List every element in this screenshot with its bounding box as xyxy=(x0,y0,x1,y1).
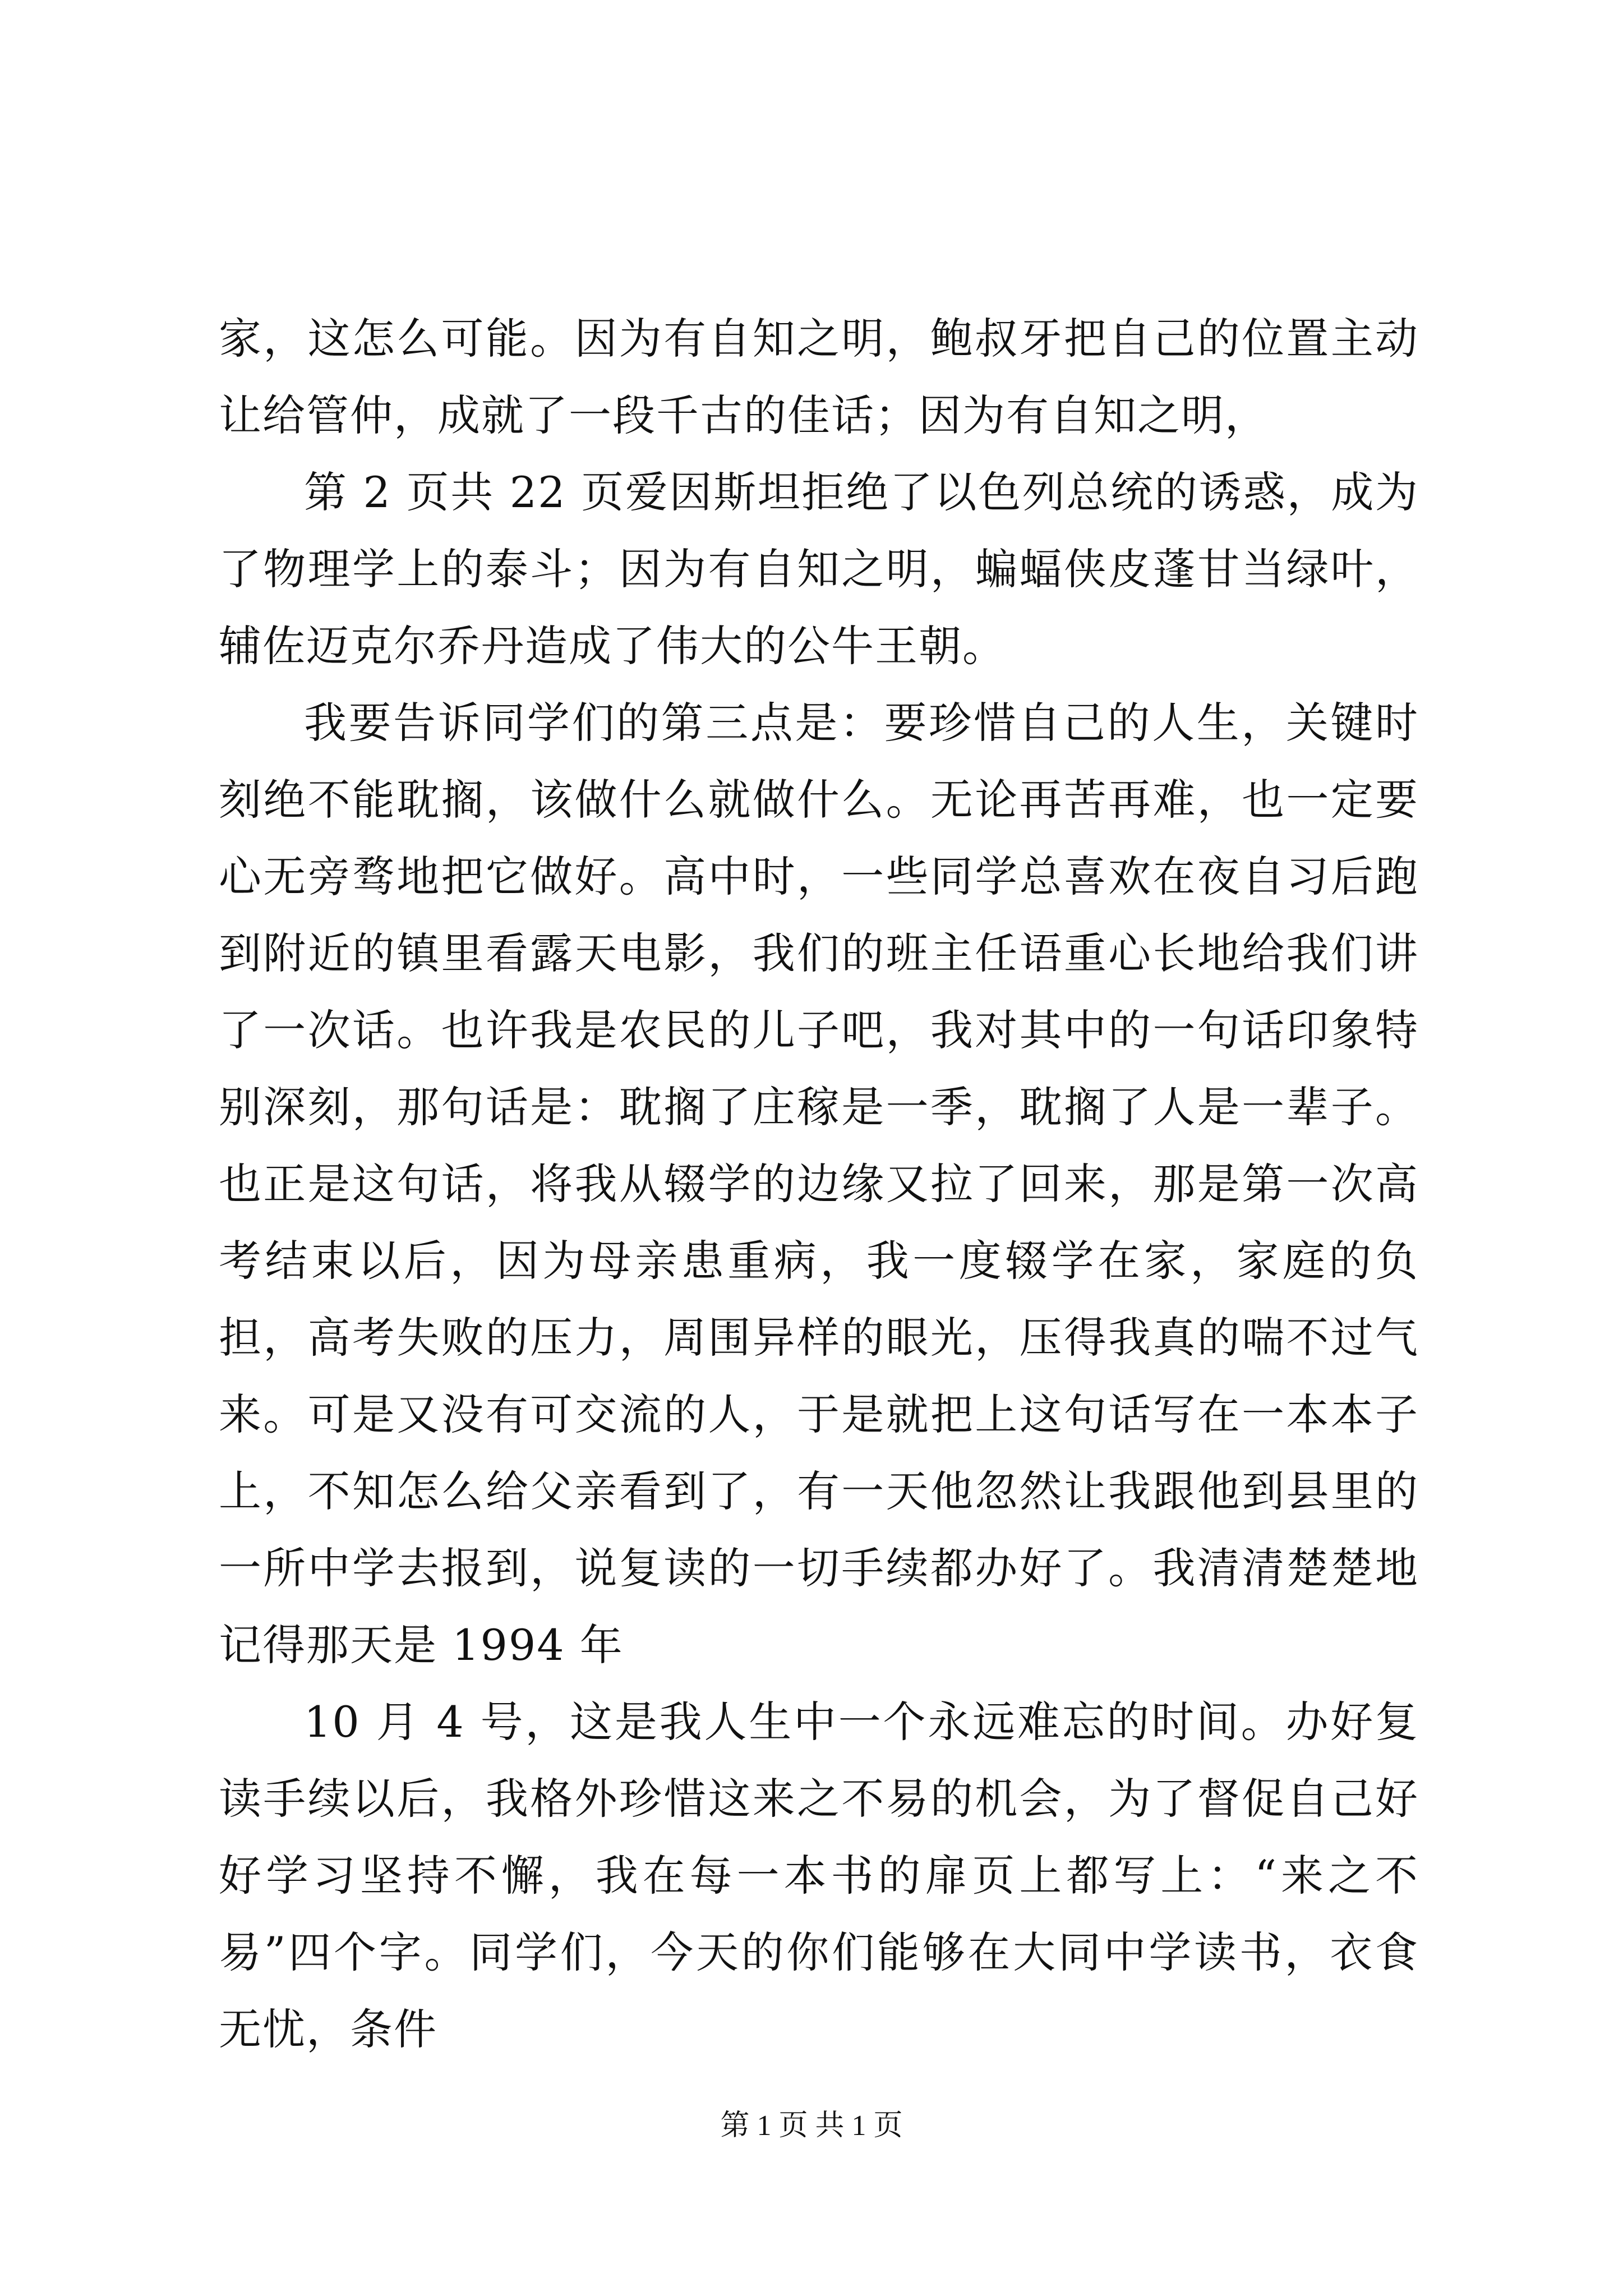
page-footer: 第 1 页 共 1 页 xyxy=(720,2110,903,2142)
paragraph-2: 第 2 页共 22 页爱因斯坦拒绝了以色列总统的诱惑，成为了物理学上的泰斗；因为有自知之明，蝙蝠侠皮蓬甘当绿叶，辅佐迈克尔乔丹造成了伟大的公牛王朝。 xyxy=(219,467,1419,671)
paragraph-4: 10 月 4 号，这是我人生中一个永远难忘的时间。办好复读手续以后，我格外珍惜这来之不易的机会，为了督促自己好好学习坚持不懈，我在每一本书的扉页上都写上：“来之不易”四个字。同学们，今天的你们能够在大同中学读书，衣食无忧，条件 xyxy=(219,1697,1419,2054)
paragraph-3: 我要告诉同学们的第三点是：要珍惜自己的人生，关键时刻绝不能耽搁，该做什么就做什么。无论再苦再难，也一定要心无旁骛地把它做好。高中时，一些同学总喜欢在夜自习后跑到附近的镇里看露天电影，我们的班主任语重心长地给我们讲了一次话。也许我是农民的儿子吧，我对其中的一句话印象特别深刻，那句话是：耽搁了庄稼是一季，耽搁了人是一辈子。也正是这句话，将我从辍学的边缘又拉了回来，那是第一次高考结束以后，因为母亲患重病，我一度辍学在家，家庭的负担，高考失败的压力，周围异样的眼光，压得我真的喘不过气来。可是又没有可交流的人，于是就把上这句话写在一本本子上，不知怎么给父亲看到了，有一天他忽然让我跟他到县里的一所中学去报到，说复读的一切手续都办好了。我清清楚楚地记得那天是 1994 年 xyxy=(219,698,1419,1670)
document-body xyxy=(219,300,1419,2068)
paragraph-1: 家，这怎么可能。因为有自知之明，鲍叔牙把自己的位置主动让给管仲，成就了一段千古的佳话；因为有自知之明， xyxy=(219,314,1419,440)
